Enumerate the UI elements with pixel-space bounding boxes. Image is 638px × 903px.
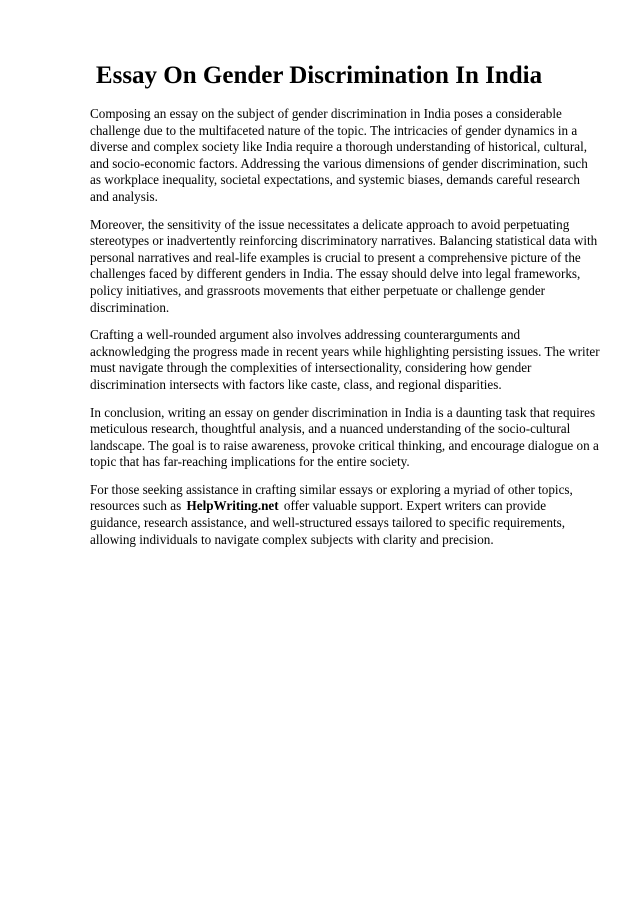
paragraph-4: In conclusion, writing an essay on gender discrimination in India is a daunting task that requires meticulous research, thoughtful analysis, and a nuanced understanding of the socio-cultural landscape. The goal is to raise awareness, provoke critical thinking, and encourage dialogue on a topic that has far-reaching implications for the entire society. bbox=[90, 404, 599, 470]
paragraph-1: Composing an essay on the subject of gender discrimination in India poses a considerable challenge due to the multifaceted nature of the topic. The intricacies of gender dynamics in a diverse and complex society like India require a thorough understanding of historical, cultural, and socio-economic factors. Addressing the various dimensions of gender discrimination, such as workplace inequality, societal expectations, and systemic biases, demands careful research and analysis. bbox=[90, 106, 588, 204]
paragraph-5 bbox=[90, 482, 600, 548]
helpwriting-link[interactable]: HelpWriting.net bbox=[186, 498, 279, 514]
document-body bbox=[90, 106, 600, 559]
paragraph-2: Moreover, the sensitivity of the issue necessitates a delicate approach to avoid perpetuating stereotypes or inadvertently reinforcing discriminatory narratives. Balancing statistical data with personal narratives and real-life examples is crucial to present a comprehensive picture of the challenges faced by different genders in India. The essay should delve into legal frameworks, policy initiatives, and grassroots movements that either perpetuate or challenge gender discrimination. bbox=[90, 216, 598, 315]
paragraph-5-before: For those seeking assistance in crafting similar essays or exploring a myriad of other topics, resources such as bbox=[90, 481, 573, 514]
document-title: Essay On Gender Discrimination In India bbox=[95, 62, 543, 89]
paragraph-3: Crafting a well-rounded argument also involves addressing counterarguments and acknowledging the progress made in recent years while highlighting persisting issues. The writer must navigate through the complexities of intersectionality, considering how gender discrimination intersects with factors like caste, class, and regional disparities. bbox=[90, 327, 600, 392]
paragraph-5-after: offer valuable support. Expert writers can provide guidance, research assistance, and well-structured essays tailored to specific requirements, allowing individuals to navigate complex subjects with clarity and precision. bbox=[90, 498, 566, 547]
